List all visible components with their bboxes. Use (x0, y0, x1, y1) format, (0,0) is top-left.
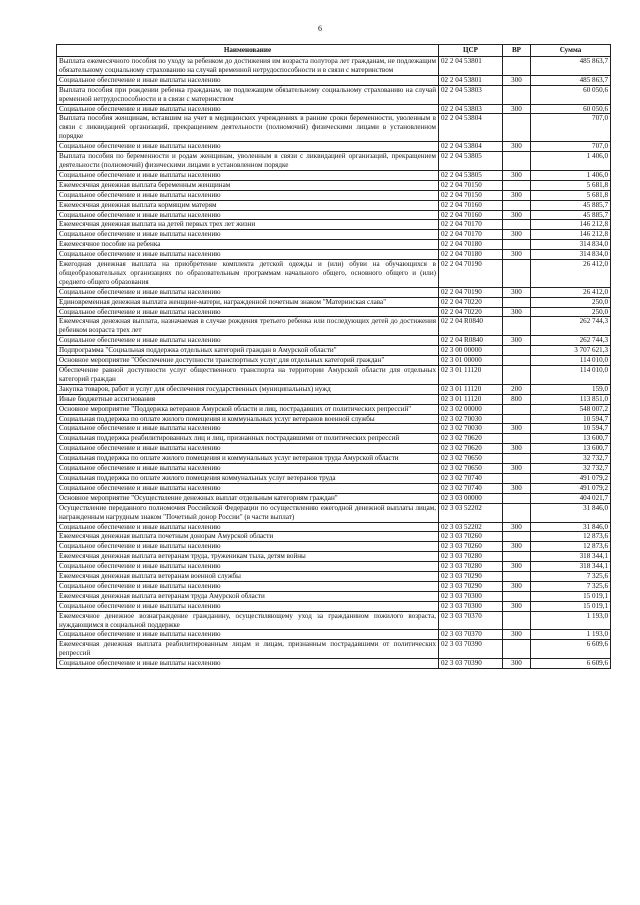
row-sum: 113 851,0 (531, 394, 611, 404)
row-sum: 12 873,6 (531, 532, 611, 542)
row-vr: 300 (503, 424, 531, 434)
row-sum: 12 873,6 (531, 542, 611, 552)
row-sum: 6 609,6 (531, 659, 611, 669)
row-csr: 02 2 04 70190 (439, 287, 503, 297)
row-vr (503, 57, 531, 76)
row-sum: 314 834,0 (531, 250, 611, 260)
row-csr: 02 2 04 R0840 (439, 317, 503, 336)
row-vr: 300 (503, 483, 531, 493)
row-name: Единовременная денежная выплата женщине-матери, награжденной почетным знаком "Материнская слава" (57, 297, 439, 307)
row-sum: 114 010,0 (531, 356, 611, 366)
table-body (57, 57, 611, 669)
row-vr (503, 552, 531, 562)
row-vr (503, 114, 531, 142)
row-vr: 300 (503, 601, 531, 611)
row-name: Ежемесячная денежная выплата ветеранам военной службы (57, 572, 439, 582)
table-row (57, 394, 611, 404)
table-row (57, 200, 611, 210)
table-row (57, 444, 611, 454)
row-sum: 146 212,8 (531, 230, 611, 240)
table-row (57, 152, 611, 171)
row-vr (503, 85, 531, 104)
row-csr: 02 2 04 70160 (439, 200, 503, 210)
row-vr (503, 414, 531, 424)
row-vr: 300 (503, 444, 531, 454)
table-row (57, 230, 611, 240)
row-csr: 02 3 01 11120 (439, 384, 503, 394)
table-row (57, 142, 611, 152)
table-row (57, 240, 611, 250)
row-csr: 02 3 02 70030 (439, 424, 503, 434)
row-name: Социальное обеспечение и иные выплаты населению (57, 75, 439, 85)
row-sum: 31 846,0 (531, 522, 611, 532)
row-sum: 1 193,0 (531, 611, 611, 630)
row-sum: 31 846,0 (531, 503, 611, 522)
table-row (57, 562, 611, 572)
row-csr: 02 3 03 00000 (439, 493, 503, 503)
row-name: Социальное обеспечение и иные выплаты населению (57, 307, 439, 317)
row-csr: 02 2 04 70220 (439, 307, 503, 317)
row-name: Социальная поддержка по оплате жилого помещения коммунальных услуг ветеранов труда (57, 473, 439, 483)
table-row (57, 630, 611, 640)
row-vr (503, 200, 531, 210)
table-row (57, 581, 611, 591)
table-row (57, 503, 611, 522)
row-name: Ежемесячная денежная выплата на детей первых трех лет жизни (57, 220, 439, 230)
row-name: Социальное обеспечение и иные выплаты населению (57, 336, 439, 346)
row-csr: 02 2 04 53803 (439, 85, 503, 104)
row-sum: 159,0 (531, 384, 611, 394)
table-row (57, 170, 611, 180)
table-row (57, 473, 611, 483)
row-vr: 300 (503, 75, 531, 85)
row-sum: 13 600,7 (531, 434, 611, 444)
row-csr: 02 2 04 53801 (439, 57, 503, 76)
table-row (57, 57, 611, 76)
row-vr (503, 640, 531, 659)
row-sum: 60 050,6 (531, 104, 611, 114)
row-csr: 02 3 03 70300 (439, 601, 503, 611)
row-csr: 02 3 02 70620 (439, 444, 503, 454)
row-name: Закупка товаров, работ и услуг для обеспечения государственных (муниципальных) нужд (57, 384, 439, 394)
row-sum: 262 744,3 (531, 336, 611, 346)
row-csr: 02 3 03 70370 (439, 611, 503, 630)
row-name: Осуществление переданного полномочия Российской Федерации по осуществлению ежегодной денежной выплаты лицам, награжденным нагрудным знаком "Почетный донор России" (в части выплат) (57, 503, 439, 522)
row-sum: 250,0 (531, 297, 611, 307)
row-csr: 02 3 03 70280 (439, 552, 503, 562)
row-name: Выплата пособия женщинам, вставшим на учет в медицинских учреждениях в ранние сроки беременности, уволенным в связи с ликвидацией организаций, прекращением деятельности (полномочий) физическими лицами в установленном порядке (57, 114, 439, 142)
row-vr (503, 611, 531, 630)
row-name: Ежегодная денежная выплата на приобретение комплекта детской одежды и (или) обуви на обучающихся в общеобразовательных организациях по образовательным программам начального общего, основного общего и (или) среднего общего образования (57, 260, 439, 288)
row-csr: 02 3 01 11120 (439, 394, 503, 404)
row-name: Ежемесячная денежная выплата кормящим матерям (57, 200, 439, 210)
table-row (57, 180, 611, 190)
table-row (57, 317, 611, 336)
row-vr: 300 (503, 250, 531, 260)
row-vr (503, 220, 531, 230)
row-name: Социальное обеспечение и иные выплаты населению (57, 104, 439, 114)
row-name: Ежемесячное пособие на ребенка (57, 240, 439, 250)
row-vr (503, 493, 531, 503)
row-name: Ежемесячная денежная выплата ветеранам труда Амурской области (57, 591, 439, 601)
row-sum: 45 885,7 (531, 200, 611, 210)
row-sum: 15 019,1 (531, 591, 611, 601)
row-vr (503, 356, 531, 366)
row-csr: 02 3 03 70260 (439, 532, 503, 542)
table-row (57, 384, 611, 394)
row-name: Основное мероприятие "Осуществление денежных выплат отдельным категориям граждан" (57, 493, 439, 503)
row-csr: 02 2 04 R0840 (439, 336, 503, 346)
row-vr (503, 346, 531, 356)
row-csr: 02 2 04 53803 (439, 104, 503, 114)
row-csr: 02 3 03 70260 (439, 542, 503, 552)
row-csr: 02 3 03 70280 (439, 562, 503, 572)
row-sum: 707,0 (531, 114, 611, 142)
table-row (57, 336, 611, 346)
row-csr: 02 2 04 70220 (439, 297, 503, 307)
table-row (57, 542, 611, 552)
row-name: Социальное обеспечение и иные выплаты населению (57, 230, 439, 240)
row-csr: 02 2 04 70180 (439, 240, 503, 250)
row-sum: 1 193,0 (531, 630, 611, 640)
row-name: Социальное обеспечение и иные выплаты населению (57, 630, 439, 640)
table-row (57, 591, 611, 601)
row-sum: 318 344,1 (531, 552, 611, 562)
row-name: Ежемесячное денежное вознаграждение гражданину, осуществляющему уход за гражданином пожилого возраста, нуждающимся в социальной поддержке (57, 611, 439, 630)
row-name: Основное мероприятие "Поддержка ветеранов Амурской области и лиц, пострадавших от политических репрессий" (57, 404, 439, 414)
row-name: Ежемесячная денежная выплата беременным женщинам (57, 180, 439, 190)
table-row (57, 85, 611, 104)
row-sum: 491 079,2 (531, 473, 611, 483)
row-csr: 02 3 03 70370 (439, 630, 503, 640)
row-sum: 1 406,0 (531, 152, 611, 171)
row-csr: 02 2 04 70170 (439, 220, 503, 230)
table-row (57, 454, 611, 464)
row-csr: 02 2 04 70150 (439, 180, 503, 190)
row-name: Социальное обеспечение и иные выплаты населению (57, 170, 439, 180)
budget-table (56, 44, 611, 669)
row-vr: 300 (503, 142, 531, 152)
row-csr: 02 2 04 53805 (439, 152, 503, 171)
row-sum: 318 344,1 (531, 562, 611, 572)
row-sum: 114 010,0 (531, 366, 611, 385)
row-vr (503, 454, 531, 464)
table-row (57, 104, 611, 114)
row-name: Социальное обеспечение и иные выплаты населению (57, 424, 439, 434)
row-vr (503, 434, 531, 444)
row-sum: 7 325,6 (531, 572, 611, 582)
row-vr (503, 572, 531, 582)
row-csr: 02 3 03 52202 (439, 522, 503, 532)
row-sum: 3 707 621,3 (531, 346, 611, 356)
row-csr: 02 2 04 70180 (439, 250, 503, 260)
row-name: Социальное обеспечение и иные выплаты населению (57, 562, 439, 572)
row-sum: 250,0 (531, 307, 611, 317)
row-sum: 262 744,3 (531, 317, 611, 336)
row-csr: 02 2 04 70150 (439, 190, 503, 200)
row-vr (503, 240, 531, 250)
row-vr: 300 (503, 562, 531, 572)
table-row (57, 307, 611, 317)
row-sum: 314 834,0 (531, 240, 611, 250)
table-row (57, 210, 611, 220)
table-row (57, 404, 611, 414)
row-vr: 300 (503, 630, 531, 640)
row-vr (503, 152, 531, 171)
row-name: Ежемесячная денежная выплата ветеранам труда, труженикам тыла, детям войны (57, 552, 439, 562)
row-name: Социальное обеспечение и иные выплаты населению (57, 142, 439, 152)
row-sum: 10 594,7 (531, 414, 611, 424)
row-name: Социальное обеспечение и иные выплаты населению (57, 190, 439, 200)
row-sum: 707,0 (531, 142, 611, 152)
row-sum: 485 863,7 (531, 75, 611, 85)
header-csr: ЦСР (439, 45, 503, 57)
row-name: Социальное обеспечение и иные выплаты населению (57, 581, 439, 591)
row-name: Основное мероприятие "Обеспечение доступности транспортных услуг для отдельных категорий граждан" (57, 356, 439, 366)
row-vr (503, 591, 531, 601)
row-sum: 26 412,0 (531, 260, 611, 288)
row-csr: 02 2 04 70170 (439, 230, 503, 240)
row-csr: 02 3 03 70390 (439, 640, 503, 659)
row-sum: 13 600,7 (531, 444, 611, 454)
row-vr: 300 (503, 230, 531, 240)
table-row (57, 640, 611, 659)
row-vr: 300 (503, 464, 531, 474)
row-sum: 1 406,0 (531, 170, 611, 180)
row-sum: 45 885,7 (531, 210, 611, 220)
row-csr: 02 2 04 53801 (439, 75, 503, 85)
table-row (57, 611, 611, 630)
row-vr (503, 180, 531, 190)
row-name: Выплата пособия по беременности и родам женщинам, уволенным в связи с ликвидацией организаций, прекращением деятельности (полномочий) физическими лицами в установленном порядке (57, 152, 439, 171)
row-name: Ежемесячная денежная выплата почетным донорам Амурской области (57, 532, 439, 542)
row-csr: 02 3 03 70390 (439, 659, 503, 669)
row-sum: 32 732,7 (531, 454, 611, 464)
row-vr: 300 (503, 210, 531, 220)
row-name: Социальная поддержка реабилитированных лиц и лиц, признанных пострадавшими от политических репрессий (57, 434, 439, 444)
row-csr: 02 3 01 00000 (439, 356, 503, 366)
row-vr (503, 404, 531, 414)
row-name: Ежемесячная денежная выплата реабилитированным лицам и лицам, признанным пострадавшими от политических репрессий (57, 640, 439, 659)
row-vr (503, 260, 531, 288)
row-vr: 300 (503, 170, 531, 180)
row-csr: 02 2 04 53804 (439, 142, 503, 152)
row-vr (503, 297, 531, 307)
table-row (57, 366, 611, 385)
row-name: Социальное обеспечение и иные выплаты населению (57, 250, 439, 260)
row-name: Выплата ежемесячного пособия по уходу за ребенком до достижения им возраста полутора лет гражданам, не подлежащим обязательному социальному страхованию на случай временной нетрудоспособности и в связи с материнством (57, 57, 439, 76)
table-row (57, 601, 611, 611)
row-sum: 5 681,8 (531, 190, 611, 200)
row-name: Социальное обеспечение и иные выплаты населению (57, 659, 439, 669)
table-row (57, 250, 611, 260)
row-vr (503, 473, 531, 483)
table-row (57, 522, 611, 532)
row-csr: 02 2 04 53805 (439, 170, 503, 180)
header-vr: ВР (503, 45, 531, 57)
row-name: Подпрограмма "Социальная поддержка отдельных категорий граждан в Амурской области" (57, 346, 439, 356)
row-vr: 300 (503, 287, 531, 297)
row-name: Иные бюджетные ассигнования (57, 394, 439, 404)
row-sum: 5 681,8 (531, 180, 611, 190)
row-csr: 02 2 04 53804 (439, 114, 503, 142)
row-sum: 26 412,0 (531, 287, 611, 297)
row-name: Социальная поддержка по оплате жилого помещения и коммунальных услуг ветеранов военной службы (57, 414, 439, 424)
row-csr: 02 3 03 52202 (439, 503, 503, 522)
table-row (57, 260, 611, 288)
row-sum: 485 863,7 (531, 57, 611, 76)
row-csr: 02 2 04 70190 (439, 260, 503, 288)
row-name: Социальное обеспечение и иные выплаты населению (57, 210, 439, 220)
row-csr: 02 3 03 70300 (439, 591, 503, 601)
row-vr: 300 (503, 581, 531, 591)
row-csr: 02 3 01 11120 (439, 366, 503, 385)
table-row (57, 297, 611, 307)
row-vr: 300 (503, 336, 531, 346)
table-header-row (57, 45, 611, 57)
row-csr: 02 3 02 00000 (439, 404, 503, 414)
row-name: Социальное обеспечение и иные выплаты населению (57, 601, 439, 611)
row-name: Социальное обеспечение и иные выплаты населению (57, 522, 439, 532)
row-csr: 02 2 04 70160 (439, 210, 503, 220)
table-row (57, 75, 611, 85)
row-vr: 200 (503, 384, 531, 394)
row-sum: 10 594,7 (531, 424, 611, 434)
table-row (57, 659, 611, 669)
row-name: Обеспечение равной доступности услуг общественного транспорта на территории Амурской области для отдельных категорий граждан (57, 366, 439, 385)
row-name: Ежемесячная денежная выплата, назначаемая в случае рождения третьего ребенка или последующих детей до достижения ребенком возраста трех лет (57, 317, 439, 336)
row-sum: 146 212,8 (531, 220, 611, 230)
table-row (57, 572, 611, 582)
header-name: Наименование (57, 45, 439, 57)
row-sum: 32 732,7 (531, 464, 611, 474)
table-row (57, 532, 611, 542)
row-name: Социальное обеспечение и иные выплаты населению (57, 444, 439, 454)
row-csr: 02 3 03 70290 (439, 581, 503, 591)
row-sum: 7 325,6 (531, 581, 611, 591)
row-sum: 548 007,2 (531, 404, 611, 414)
row-vr (503, 532, 531, 542)
row-name: Социальная поддержка по оплате жилого помещения и коммунальных услуг ветеранов труда Амурской области (57, 454, 439, 464)
table-row (57, 464, 611, 474)
row-sum: 404 021,7 (531, 493, 611, 503)
table-row (57, 220, 611, 230)
row-sum: 6 609,6 (531, 640, 611, 659)
table-row (57, 287, 611, 297)
table-row (57, 434, 611, 444)
row-vr: 800 (503, 394, 531, 404)
row-sum: 491 079,2 (531, 483, 611, 493)
table-row (57, 356, 611, 366)
row-csr: 02 3 02 70620 (439, 434, 503, 444)
row-vr: 300 (503, 522, 531, 532)
page-number: 6 (318, 24, 322, 33)
row-csr: 02 3 03 70290 (439, 572, 503, 582)
row-csr: 02 3 02 70030 (439, 414, 503, 424)
table-row (57, 190, 611, 200)
table-row (57, 552, 611, 562)
table-row (57, 114, 611, 142)
table-row (57, 414, 611, 424)
table-row (57, 424, 611, 434)
row-vr: 300 (503, 659, 531, 669)
row-name: Социальное обеспечение и иные выплаты населению (57, 464, 439, 474)
row-vr: 300 (503, 104, 531, 114)
header-sum: Сумма (531, 45, 611, 57)
row-name: Социальное обеспечение и иные выплаты населению (57, 483, 439, 493)
table-row (57, 346, 611, 356)
row-vr (503, 366, 531, 385)
row-vr (503, 503, 531, 522)
row-vr: 300 (503, 542, 531, 552)
row-vr: 300 (503, 307, 531, 317)
row-sum: 60 050,6 (531, 85, 611, 104)
table-row (57, 493, 611, 503)
row-vr: 300 (503, 190, 531, 200)
row-csr: 02 3 02 70740 (439, 473, 503, 483)
row-sum: 15 019,1 (531, 601, 611, 611)
row-csr: 02 3 02 70740 (439, 483, 503, 493)
row-name: Выплата пособия при рождении ребенка гражданам, не подлежащим обязательному социальному страхованию на случай временной нетрудоспособности и в связи с материнством (57, 85, 439, 104)
table-row (57, 483, 611, 493)
row-csr: 02 3 02 70650 (439, 454, 503, 464)
row-name: Социальное обеспечение и иные выплаты населению (57, 287, 439, 297)
row-vr (503, 317, 531, 336)
row-csr: 02 3 02 70650 (439, 464, 503, 474)
row-csr: 02 3 00 00000 (439, 346, 503, 356)
row-name: Социальное обеспечение и иные выплаты населению (57, 542, 439, 552)
